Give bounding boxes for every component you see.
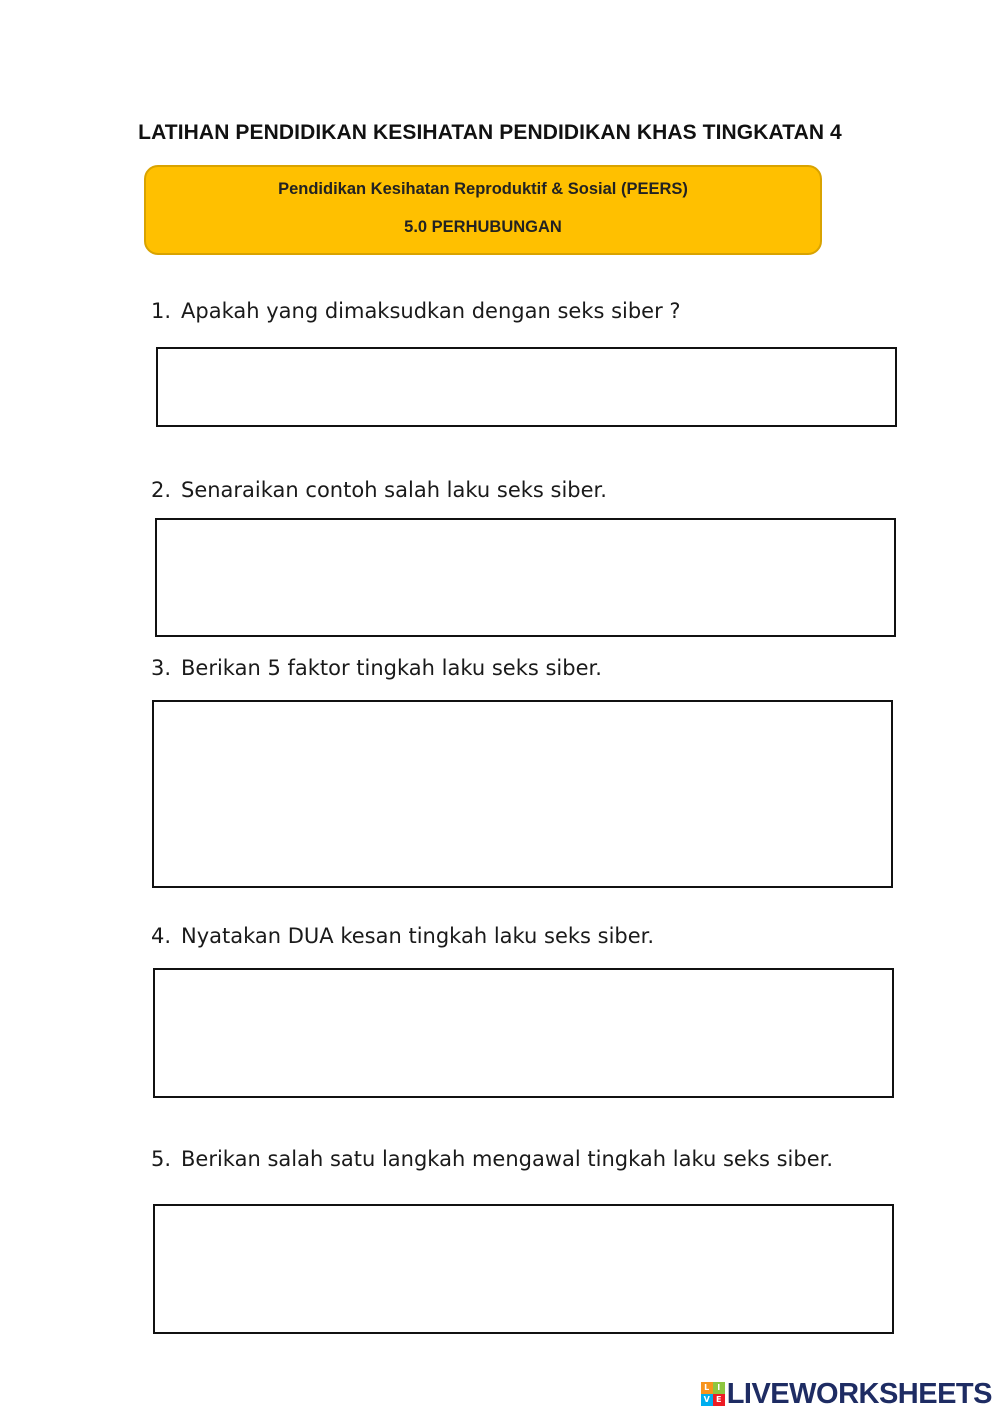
brand-name: LIVEWORKSHEETS [726, 1377, 992, 1410]
question-text: Senaraikan contoh salah laku seks siber. [181, 478, 607, 502]
question-3 [151, 656, 602, 680]
answer-box-5[interactable] [153, 1204, 894, 1334]
answer-box-3[interactable] [152, 700, 893, 888]
question-number: 2. [151, 478, 172, 502]
question-text: Berikan salah satu langkah mengawal tingkah laku seks siber. [181, 1147, 833, 1171]
liveworksheets-logo-icon [701, 1382, 725, 1406]
logo-letter: E [713, 1394, 725, 1406]
question-number: 5. [151, 1147, 172, 1171]
question-number: 4. [151, 924, 172, 948]
logo-letter: V [701, 1394, 713, 1406]
banner-subject: Pendidikan Kesihatan Reproduktif & Sosial (PEERS) [278, 180, 688, 198]
answer-box-2[interactable] [155, 518, 896, 637]
answer-box-4[interactable] [153, 968, 894, 1098]
question-text: Nyatakan DUA kesan tingkah laku seks siber. [181, 924, 655, 948]
question-2 [151, 478, 607, 502]
question-text: Berikan 5 faktor tingkah laku seks siber. [181, 656, 602, 680]
banner-topic: 5.0 PERHUBUNGAN [404, 218, 562, 236]
question-number: 1. [151, 299, 172, 323]
topic-banner [144, 165, 822, 255]
question-number: 3. [151, 656, 172, 680]
page-title: LATIHAN PENDIDIKAN KESIHATAN PENDIDIKAN KHAS TINGKATAN 4 [138, 121, 842, 144]
answer-box-1[interactable] [156, 347, 897, 427]
logo-letter: L [701, 1382, 713, 1394]
question-5 [151, 1147, 833, 1171]
logo-letter: I [713, 1382, 725, 1394]
question-4 [151, 924, 654, 948]
liveworksheets-logo[interactable] [701, 1379, 992, 1409]
question-text: Apakah yang dimaksudkan dengan seks siber ? [181, 299, 681, 323]
question-1 [151, 299, 681, 323]
